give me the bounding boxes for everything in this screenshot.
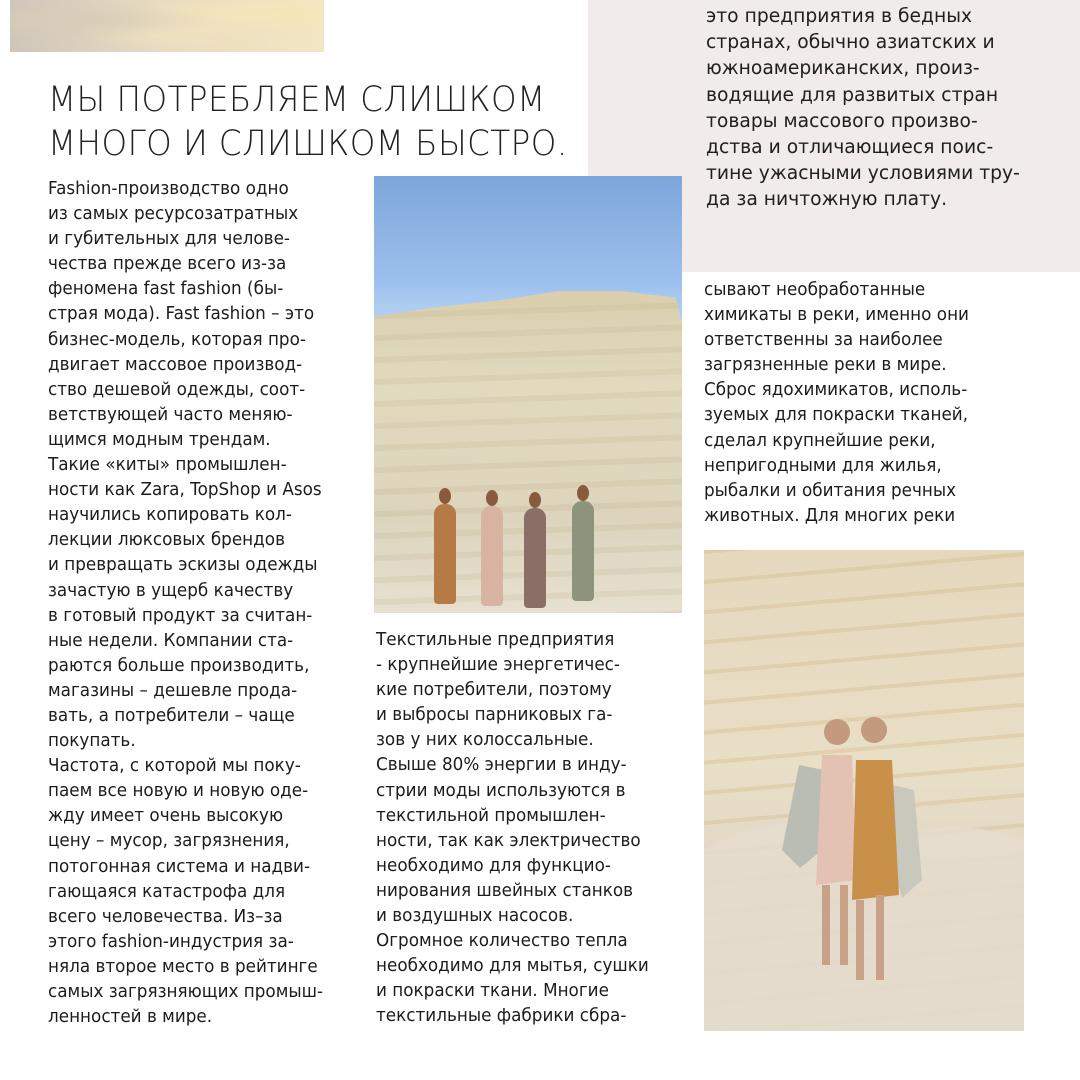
text-line: ности, так как электричество — [376, 830, 641, 851]
text-line: Fashion-производство одно — [48, 179, 289, 199]
text-line: да за ничтожную плату. — [706, 187, 948, 211]
text-line: и превращать эскизы одежды — [48, 555, 318, 576]
text-line: жду имеет очень высокую — [48, 806, 284, 827]
text-line: водящие для развитых стран — [706, 82, 999, 106]
text-line: Такие «киты» промышлен- — [48, 455, 287, 476]
text-line: бизнес-модель, которая про- — [48, 329, 306, 350]
text-line: ности как Zara, TopShop и Asos — [48, 480, 322, 501]
text-line: покупать. — [48, 731, 136, 752]
text-line: паем все новую и новую оде- — [48, 781, 309, 802]
text-line: вать, а потребители – чаще — [48, 705, 295, 726]
headline-line: МЫ ПОТРЕБЛЯЕМ СЛИШКОМ — [48, 80, 546, 120]
text-line: рыбалки и обитания речных — [704, 480, 957, 501]
text-line: страя мода). Fast fashion – это — [48, 304, 315, 325]
text-line: двигает массовое производ- — [48, 354, 303, 375]
article-column-left — [48, 177, 348, 1030]
text-line: феномена fast fashion (бы- — [48, 279, 284, 300]
text-line: химикаты в реки, именно они — [704, 305, 969, 326]
text-line: няла второе место в рейтинге — [48, 956, 318, 977]
text-line: ные недели. Компании ста- — [48, 630, 294, 651]
text-line: магазины – дешевле прода- — [48, 680, 298, 701]
text-line: непригодными для жилья, — [704, 455, 942, 476]
text-line: щимся модным трендам. — [48, 429, 271, 450]
text-line: это предприятия в бедных — [706, 4, 973, 27]
text-line: товары массового произво- — [706, 108, 978, 132]
text-line: зов у них колоссальные. — [376, 730, 594, 751]
text-line: раются больше производить, — [48, 655, 310, 676]
text-line: необходимо для мытья, сушки — [376, 956, 649, 977]
text-line: странах, обычно азиатских и — [706, 30, 995, 54]
text-line: и покраски ткани. Многие — [376, 981, 609, 1002]
text-line: этого fashion-индустрия за- — [48, 931, 294, 952]
text-line: ство дешевой одежды, соот- — [48, 379, 306, 400]
text-line: Текстильные предприятия — [376, 630, 615, 650]
text-line: необходимо для функцио- — [376, 855, 611, 876]
text-line: нирования швейных станков — [376, 880, 634, 901]
text-line: Огромное количество тепла — [376, 931, 628, 952]
text-line: гающаяся катастрофа для — [48, 881, 286, 902]
photo-models-walking-cliff — [374, 176, 682, 613]
text-line: цену – мусор, загрязнения, — [48, 831, 290, 852]
text-line: тине ужасными условиями тру- — [706, 161, 1020, 185]
text-line: Сброс ядохимикатов, исполь- — [704, 380, 968, 401]
text-line: кие потребители, поэтому — [376, 680, 612, 701]
text-line: южноамериканских, произ- — [706, 56, 980, 80]
text-line: Свыше 80% энергии в инду- — [376, 755, 627, 776]
text-line: сывают необработанные — [704, 280, 926, 300]
text-line: загрязненные реки в мире. — [704, 355, 947, 376]
text-line: животных. Для многих реки — [704, 505, 956, 526]
text-line: сделал крупнейшие реки, — [704, 430, 936, 451]
text-line: дства и отличающиеся поис- — [706, 135, 994, 159]
text-line: ответственны за наиболее — [704, 330, 943, 351]
headline-line: МНОГО И СЛИШКОМ БЫСТРО. — [48, 124, 568, 164]
text-line: ветствующей часто меняю- — [48, 404, 293, 425]
text-line: потогонная система и надви- — [48, 856, 311, 877]
text-line: и губительных для челове- — [48, 229, 290, 250]
text-line: и выбросы парниковых га- — [376, 705, 613, 726]
photo-two-models-cliff — [704, 550, 1024, 1031]
top-cropped-photo — [10, 0, 324, 52]
text-line: в готовый продукт за считан- — [48, 605, 313, 626]
text-line: всего человечества. Из–за — [48, 906, 283, 927]
text-line: научились копировать кол- — [48, 505, 292, 526]
text-line: из самых ресурсозатратных — [48, 204, 299, 225]
model-figure — [524, 508, 546, 608]
quote-box-text — [706, 3, 1061, 213]
text-line: чества прежде всего из-за — [48, 254, 287, 275]
text-line: лекции люксовых брендов — [48, 530, 285, 551]
text-line: и воздушных насосов. — [376, 906, 574, 927]
article-column-right — [704, 278, 1002, 529]
article-headline — [48, 78, 643, 166]
model-figure — [434, 504, 456, 604]
text-line: Частота, с которой мы поку- — [48, 756, 301, 777]
model-figure — [481, 506, 503, 606]
article-column-middle — [376, 628, 674, 1030]
two-models-illustration — [704, 550, 1024, 1031]
model-figure — [572, 501, 594, 601]
text-line: стрии моды используются в — [376, 780, 626, 801]
text-line: зуемых для покраски тканей, — [704, 405, 969, 426]
text-line: - крупнейшие энергетичес- — [376, 655, 620, 676]
text-line: ленностей в мире. — [48, 1007, 213, 1028]
text-line: текстильной промышлен- — [376, 805, 606, 826]
text-line: текстильные фабрики сбра- — [376, 1006, 627, 1027]
text-line: зачастую в ущерб качеству — [48, 580, 294, 601]
text-line: самых загрязняющих промыш- — [48, 982, 324, 1002]
